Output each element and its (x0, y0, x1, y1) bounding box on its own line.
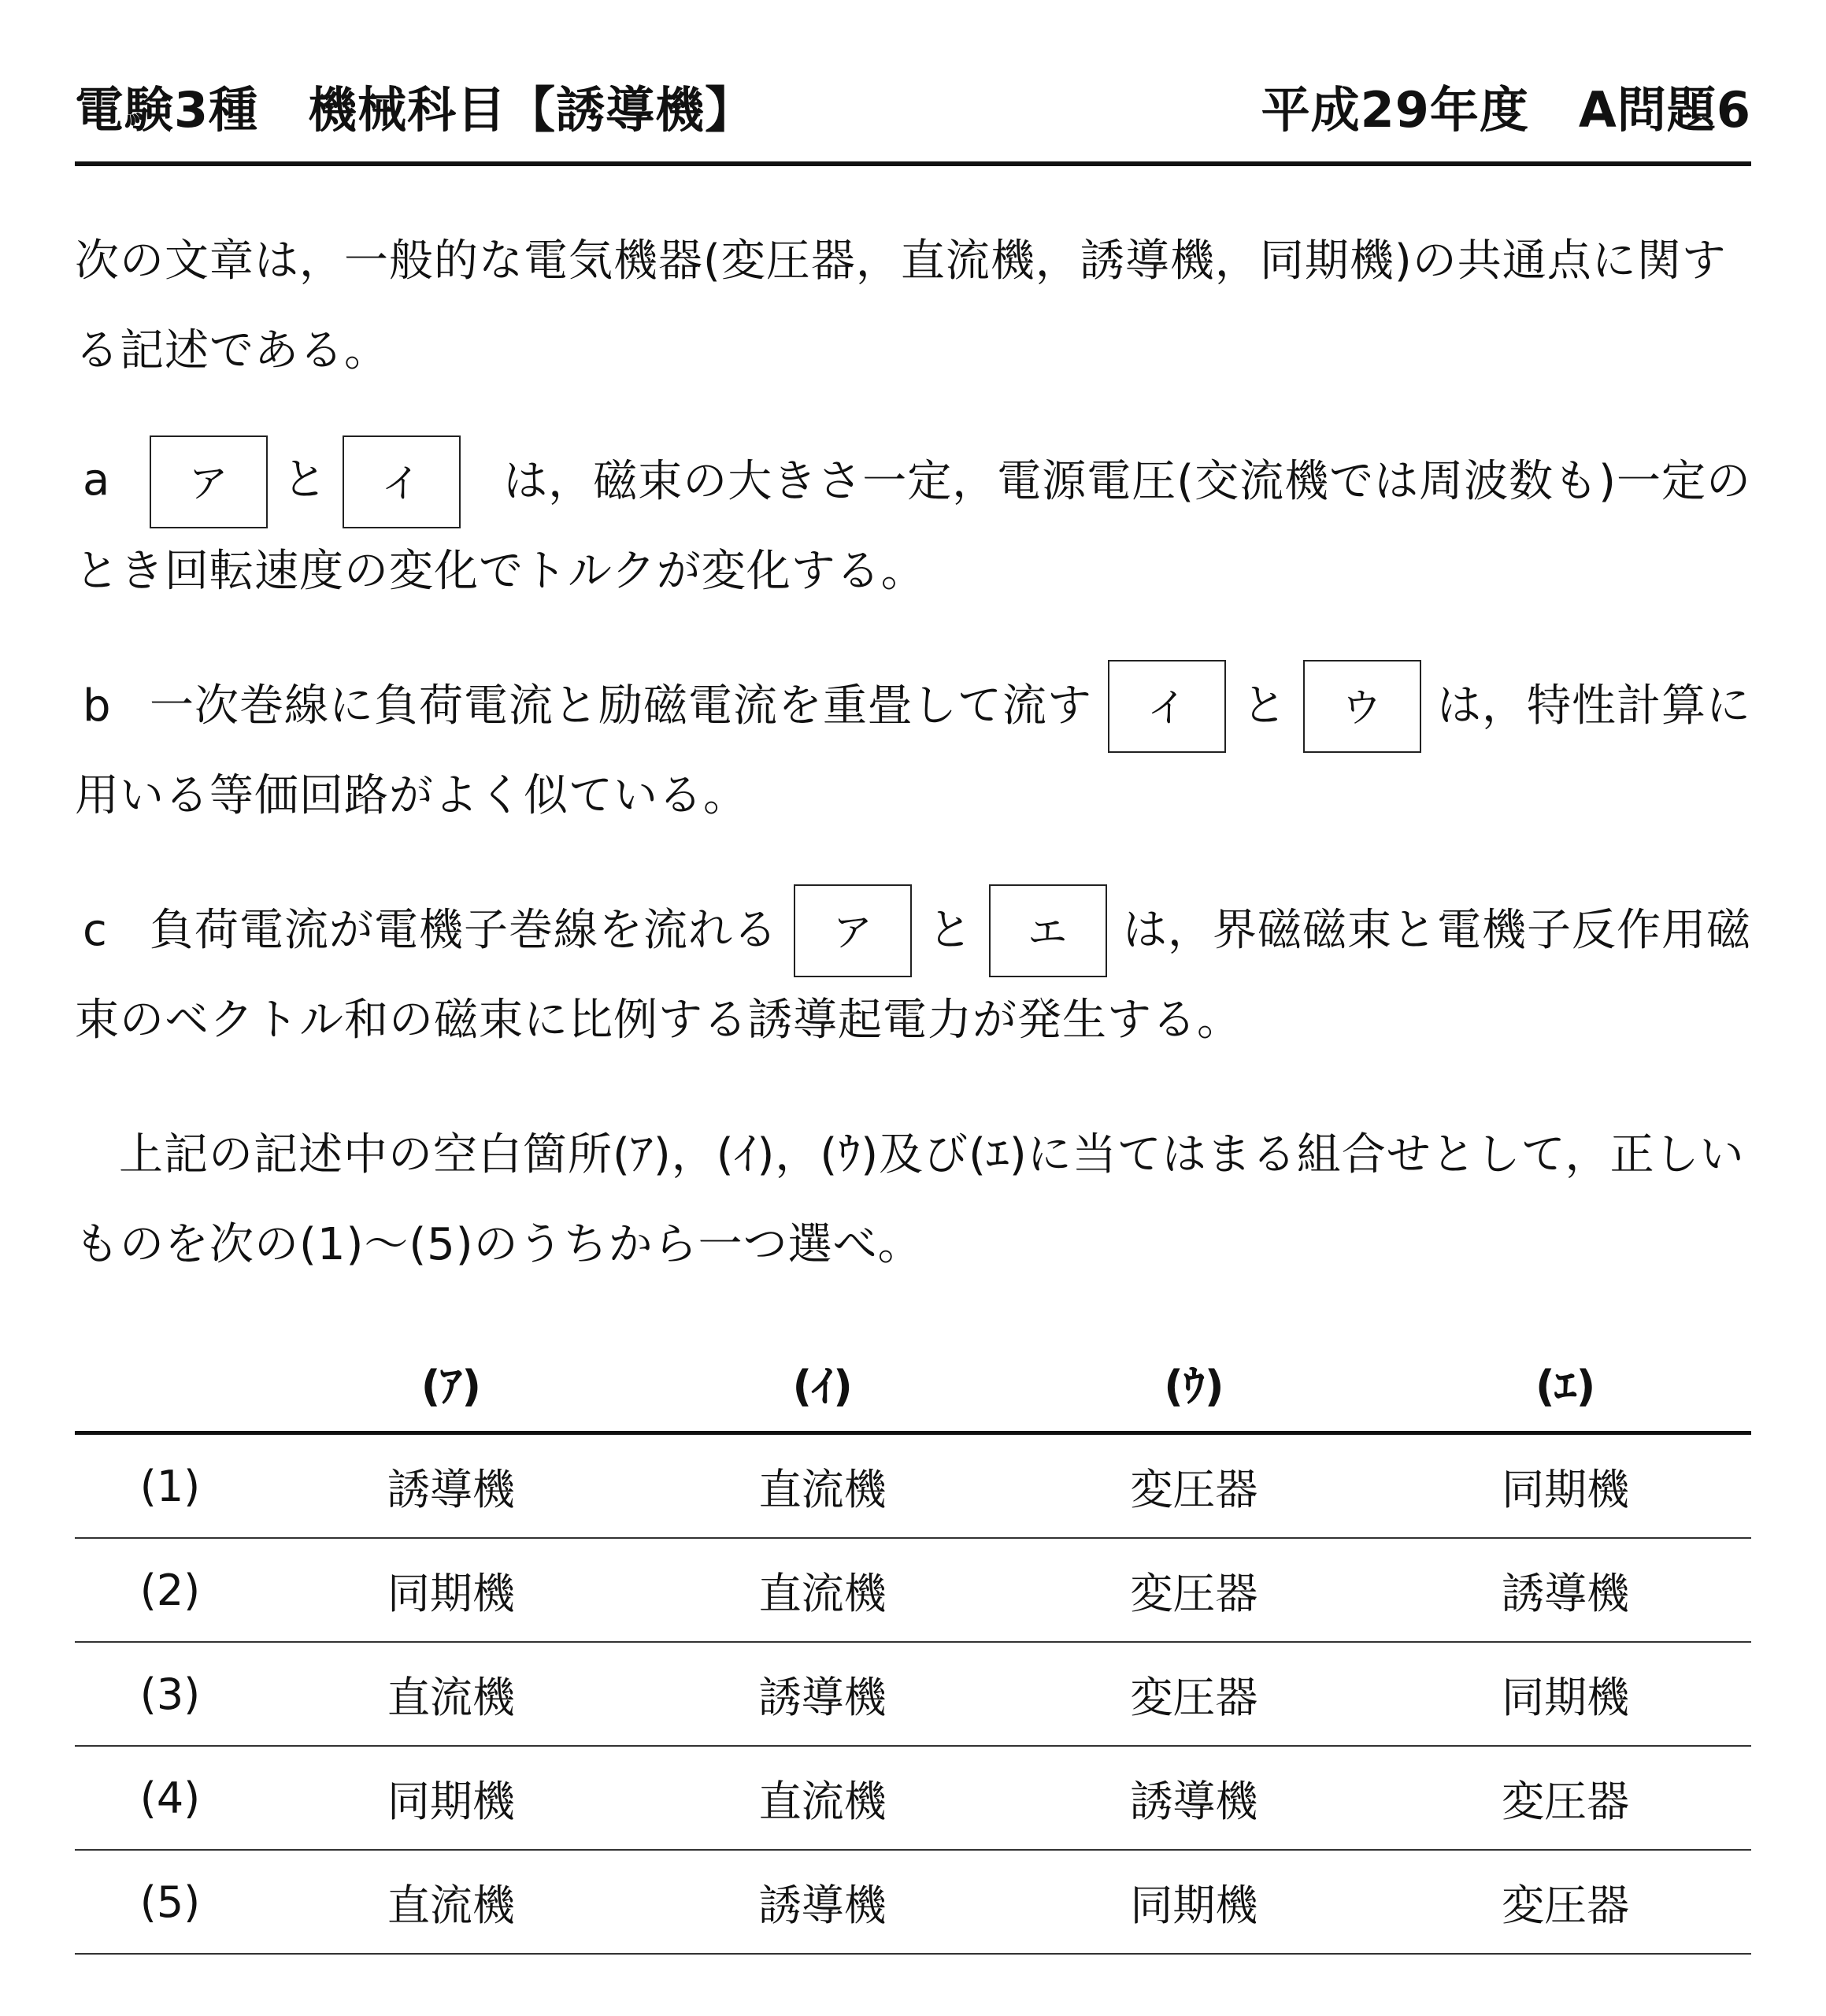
statement-c-label: c (83, 905, 108, 956)
intro-line-1: 次の文章は，一般的な電気機器(変圧器，直流機，誘導機，同期機)の共通点に関す (75, 235, 1727, 287)
cell: 直流機 (637, 1538, 1009, 1642)
cell: 変圧器 (1380, 1746, 1751, 1850)
blank-box-a: ア (150, 435, 268, 528)
statement-c-line-2: 束のベクトル和の磁束に比例する誘導起電力が発生する。 (75, 995, 1242, 1046)
statement-c-text-1: 負荷電流が電機子巻線を流れる (150, 905, 778, 956)
header-divider (75, 161, 1751, 166)
choice-number: (5) (75, 1850, 265, 1954)
table-row (75, 1642, 1751, 1746)
cell: 同期機 (265, 1538, 637, 1642)
table-header-row (75, 1335, 1751, 1433)
question-line-1: 上記の記述中の空白箇所(ｱ)，(ｲ)，(ｳ)及び(ｴ)に当てはまる組合せとして，正しい (119, 1129, 1745, 1180)
cell: 誘導機 (1009, 1746, 1380, 1850)
subject-title: 電験3種 機械科目【誘導機】 (75, 81, 755, 139)
blank-box-a: ア (794, 884, 912, 977)
cell: 誘導機 (1380, 1538, 1751, 1642)
header-a: (ｱ) (265, 1335, 637, 1433)
choice-number: (3) (75, 1642, 265, 1746)
intro-line-2: る記述である。 (75, 325, 389, 376)
cell: 直流機 (265, 1642, 637, 1746)
header-e: (ｴ) (1380, 1335, 1751, 1433)
cell: 同期機 (1380, 1433, 1751, 1539)
statement-b-label: b (83, 680, 112, 732)
header-i: (ｲ) (637, 1335, 1009, 1433)
choice-number: (2) (75, 1538, 265, 1642)
cell: 誘導機 (265, 1433, 637, 1539)
cell: 直流機 (637, 1746, 1009, 1850)
table-row (75, 1746, 1751, 1850)
cell: 誘導機 (637, 1850, 1009, 1954)
statement-a-label: a (83, 454, 111, 506)
cell: 直流機 (265, 1850, 637, 1954)
blank-box-e: エ (989, 884, 1107, 977)
statement-a (75, 437, 1751, 617)
choice-number: (4) (75, 1746, 265, 1850)
statement-b (75, 662, 1751, 841)
statement-a-line-2: とき回転速度の変化でトルクが変化する。 (75, 546, 926, 597)
conj-b: と (1242, 680, 1287, 732)
cell: 同期機 (265, 1746, 637, 1850)
choice-number: (1) (75, 1433, 265, 1539)
table-row (75, 1433, 1751, 1539)
cell: 変圧器 (1009, 1538, 1380, 1642)
answer-choices-table (75, 1335, 1751, 1955)
header-empty (75, 1335, 265, 1433)
exam-year-problem: 平成29年度 A問題6 (1261, 81, 1751, 139)
question-paragraph (75, 1110, 1751, 1290)
table-row (75, 1850, 1751, 1954)
table-row (75, 1538, 1751, 1642)
statement-b-text-1: 一次巻線に負荷電流と励磁電流を重畳して流す (150, 680, 1092, 732)
page-header (75, 71, 1751, 139)
cell: 変圧器 (1009, 1433, 1380, 1539)
cell: 誘導機 (637, 1642, 1009, 1746)
statement-c (75, 886, 1751, 1065)
statement-c-text-2: は，界磁磁束と電機子反作用磁 (1123, 905, 1751, 956)
cell: 同期機 (1009, 1850, 1380, 1954)
cell: 変圧器 (1380, 1850, 1751, 1954)
blank-box-i: イ (1108, 660, 1226, 753)
blank-box-i: イ (343, 435, 461, 528)
statement-a-text: は，磁束の大きさ一定，電源電圧(交流機では周波数も)一定の (503, 456, 1751, 507)
conj-a: と (282, 454, 328, 506)
cell: 変圧器 (1009, 1642, 1380, 1746)
question-line-2: ものを次の(1)～(5)のうちから一つ選べ。 (75, 1219, 923, 1270)
conj-c: と (928, 905, 973, 956)
cell: 直流機 (637, 1433, 1009, 1539)
cell: 同期機 (1380, 1642, 1751, 1746)
statement-b-text-2: は，特性計算に (1437, 680, 1751, 732)
header-u: (ｳ) (1009, 1335, 1380, 1433)
blank-box-u: ウ (1303, 660, 1421, 753)
statement-b-line-2: 用いる等価回路がよく似ている。 (75, 770, 748, 821)
intro-paragraph (75, 217, 1751, 396)
